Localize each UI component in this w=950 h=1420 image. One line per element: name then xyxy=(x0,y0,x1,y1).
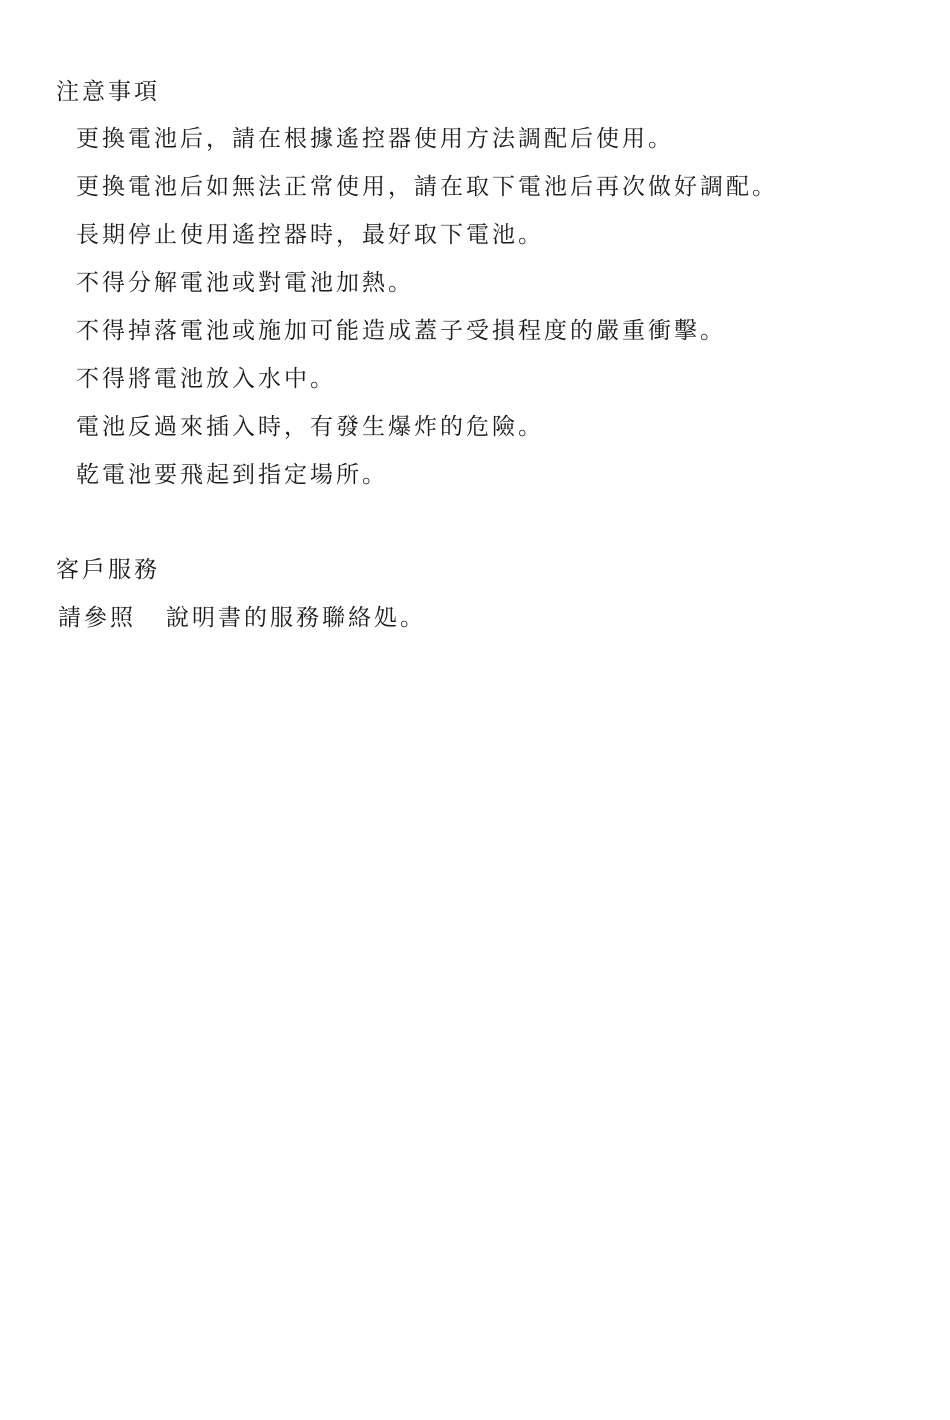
precaution-item: 電池反過來插入時，有發生爆炸的危險。 xyxy=(76,414,544,440)
precaution-item: 長期停止使用遙控器時，最好取下電池。 xyxy=(76,222,544,248)
precaution-item: 乾電池要飛起到指定場所。 xyxy=(76,462,388,488)
precautions-list xyxy=(76,124,778,508)
precaution-item: 不得分解電池或對電池加熱。 xyxy=(76,270,414,296)
customer-service-heading: 客戶服務 xyxy=(56,557,160,583)
precaution-item: 更換電池后如無法正常使用，請在取下電池后再次做好調配。 xyxy=(76,174,778,200)
precaution-item: 不得將電池放入水中。 xyxy=(76,366,336,392)
precautions-heading: 注意事項 xyxy=(56,79,160,105)
customer-service-text xyxy=(58,603,426,633)
precaution-item: 不得掉落電池或施加可能造成蓋子受損程度的嚴重衝擊。 xyxy=(76,318,726,344)
customer-service-text-part1: 請參照 xyxy=(58,605,136,631)
precaution-item: 更換電池后，請在根據遙控器使用方法調配后使用。 xyxy=(76,126,674,152)
customer-service-text-part2: 說明書的服務聯絡処。 xyxy=(166,605,426,631)
